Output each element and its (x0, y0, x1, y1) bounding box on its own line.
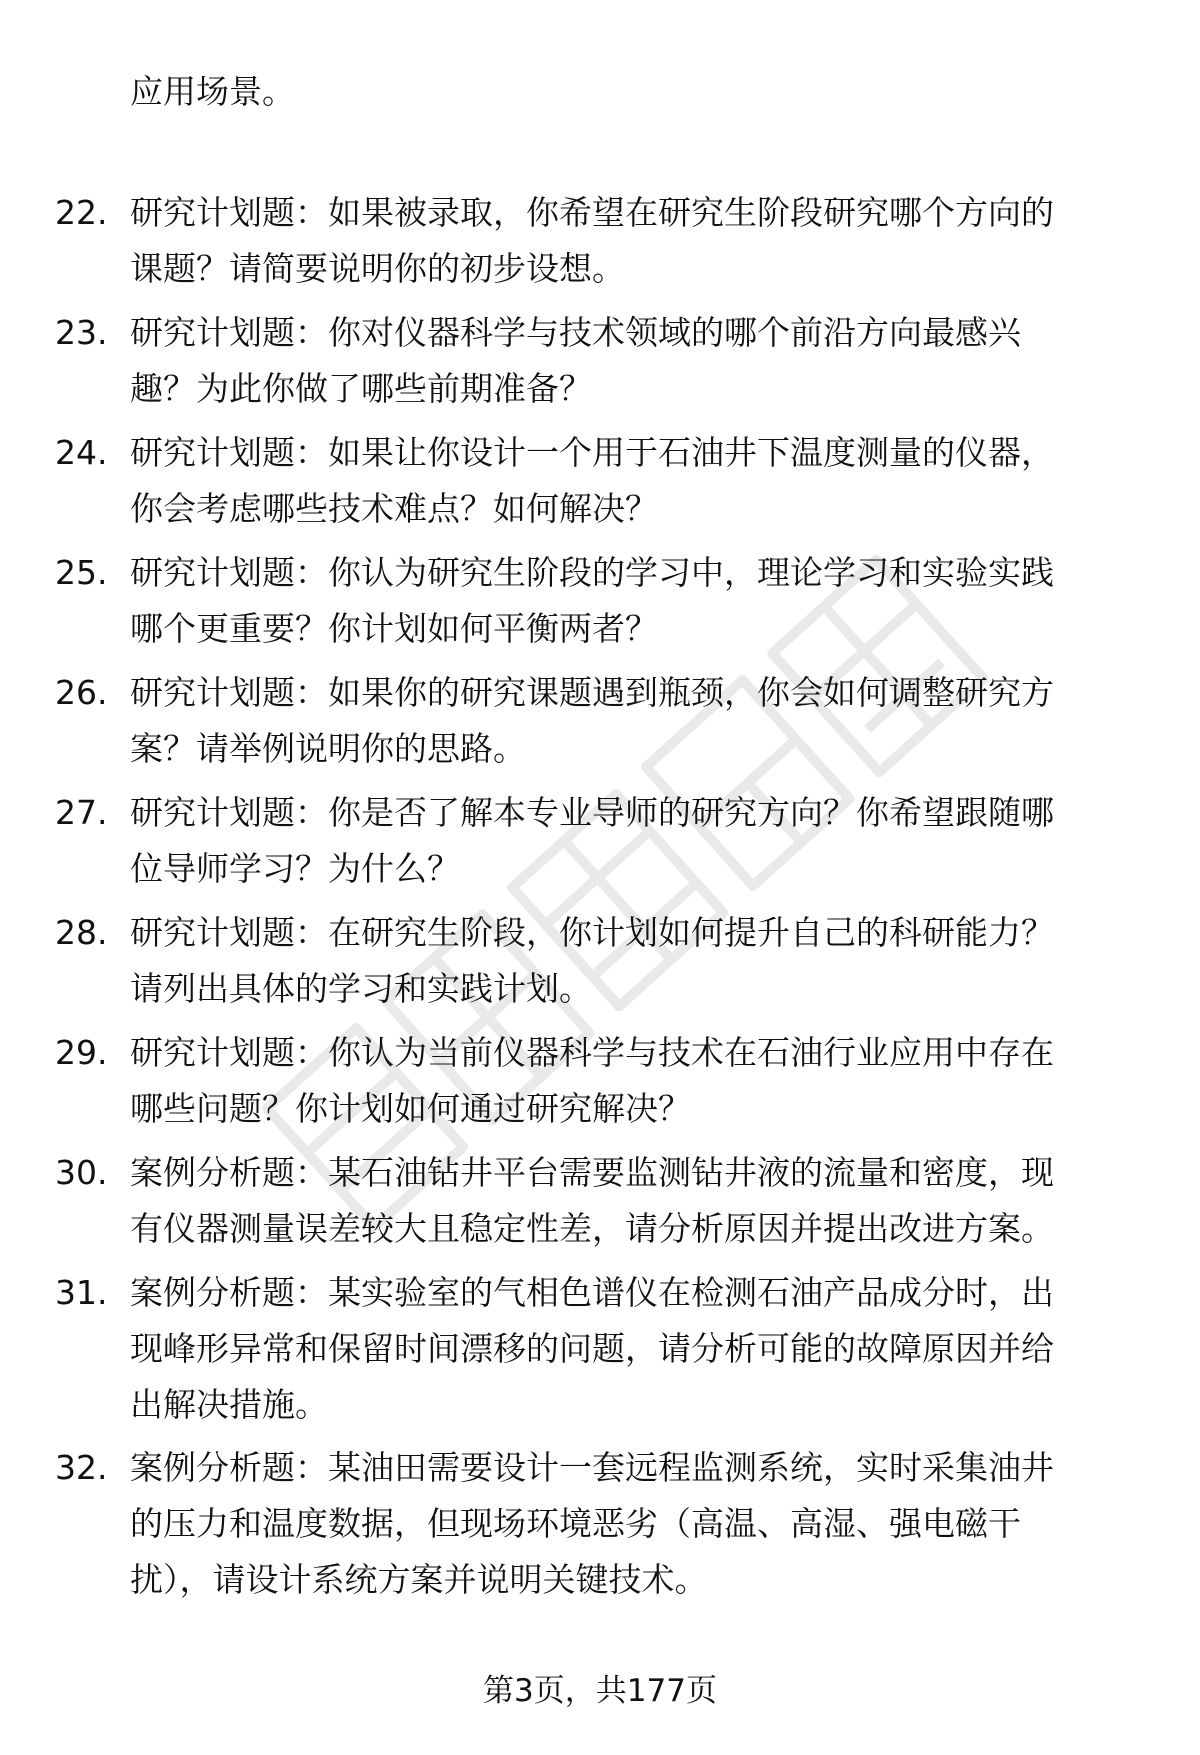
item-line: 请列出具体的学习和实践计划。 (130, 969, 592, 1008)
item-number: 26. (55, 673, 108, 712)
item-line: 研究计划题：在研究生阶段，你计划如何提升自己的科研能力？ (130, 913, 1054, 952)
item-line: 案例分析题：某石油钻井平台需要监测钻井液的流量和密度，现 (130, 1153, 1054, 1192)
item-number: 25. (55, 553, 108, 592)
item-line: 哪些问题？你计划如何通过研究解决？ (130, 1089, 691, 1128)
item-text (130, 785, 1140, 897)
item-line: 研究计划题：如果被录取，你希望在研究生阶段研究哪个方向的 (130, 193, 1054, 232)
item-number: 31. (55, 1273, 108, 1312)
item-line: 案？请举例说明你的思路。 (130, 729, 526, 768)
item-number: 28. (55, 913, 108, 952)
item-line: 位导师学习？为什么？ (130, 849, 460, 888)
item-line: 案例分析题：某实验室的气相色谱仪在检测石油产品成分时，出 (130, 1273, 1054, 1312)
item-text (130, 545, 1140, 657)
item-text (130, 665, 1140, 777)
item-line: 扰），请设计系统方案并说明关键技术。 (130, 1560, 708, 1599)
item-line: 的压力和温度数据，但现场环境恶劣（高温、高湿、强电磁干 (130, 1504, 1021, 1543)
item-text (130, 1440, 1140, 1608)
item-line: 课题？请简要说明你的初步设想。 (130, 249, 625, 288)
item-line: 研究计划题：你认为当前仪器科学与技术在石油行业应用中存在 (130, 1033, 1054, 1072)
item-line: 趣？为此你做了哪些前期准备？ (130, 369, 592, 408)
item-number: 32. (55, 1448, 108, 1487)
item-number: 23. (55, 313, 108, 352)
item-text (130, 425, 1140, 537)
item-line: 出解决措施。 (130, 1385, 328, 1424)
item-number: 30. (55, 1153, 108, 1192)
item-number: 24. (55, 433, 108, 472)
item-text (130, 1265, 1140, 1433)
item-number: 29. (55, 1033, 108, 1072)
item-number: 22. (55, 193, 108, 232)
item-text (130, 185, 1140, 297)
item-line: 研究计划题：你是否了解本专业导师的研究方向？你希望跟随哪 (130, 793, 1054, 832)
item-line: 有仪器测量误差较大且稳定性差，请分析原因并提出改进方案。 (130, 1209, 1054, 1248)
item-text (130, 1145, 1140, 1257)
item-line: 案例分析题：某油田需要设计一套远程监测系统，实时采集油井 (130, 1448, 1054, 1487)
item-line: 你会考虑哪些技术难点？如何解决？ (130, 489, 658, 528)
item-line: 研究计划题：如果你的研究课题遇到瓶颈，你会如何调整研究方 (130, 673, 1054, 712)
page-number-footer: 第3页，共177页 (483, 1673, 717, 1709)
item-number: 27. (55, 793, 108, 832)
item-line: 研究计划题：如果让你设计一个用于石油井下温度测量的仪器， (130, 433, 1054, 472)
item-text (130, 905, 1140, 1017)
item-text (130, 1025, 1140, 1137)
continuation-text: 应用场景。 (130, 72, 295, 111)
item-line: 研究计划题：你对仪器科学与技术领域的哪个前沿方向最感兴 (130, 313, 1021, 352)
item-line: 研究计划题：你认为研究生阶段的学习中，理论学习和实验实践 (130, 553, 1054, 592)
item-line: 哪个更重要？你计划如何平衡两者？ (130, 609, 658, 648)
item-text (130, 305, 1140, 417)
item-line: 现峰形异常和保留时间漂移的问题，请分析可能的故障原因并给 (130, 1329, 1054, 1368)
